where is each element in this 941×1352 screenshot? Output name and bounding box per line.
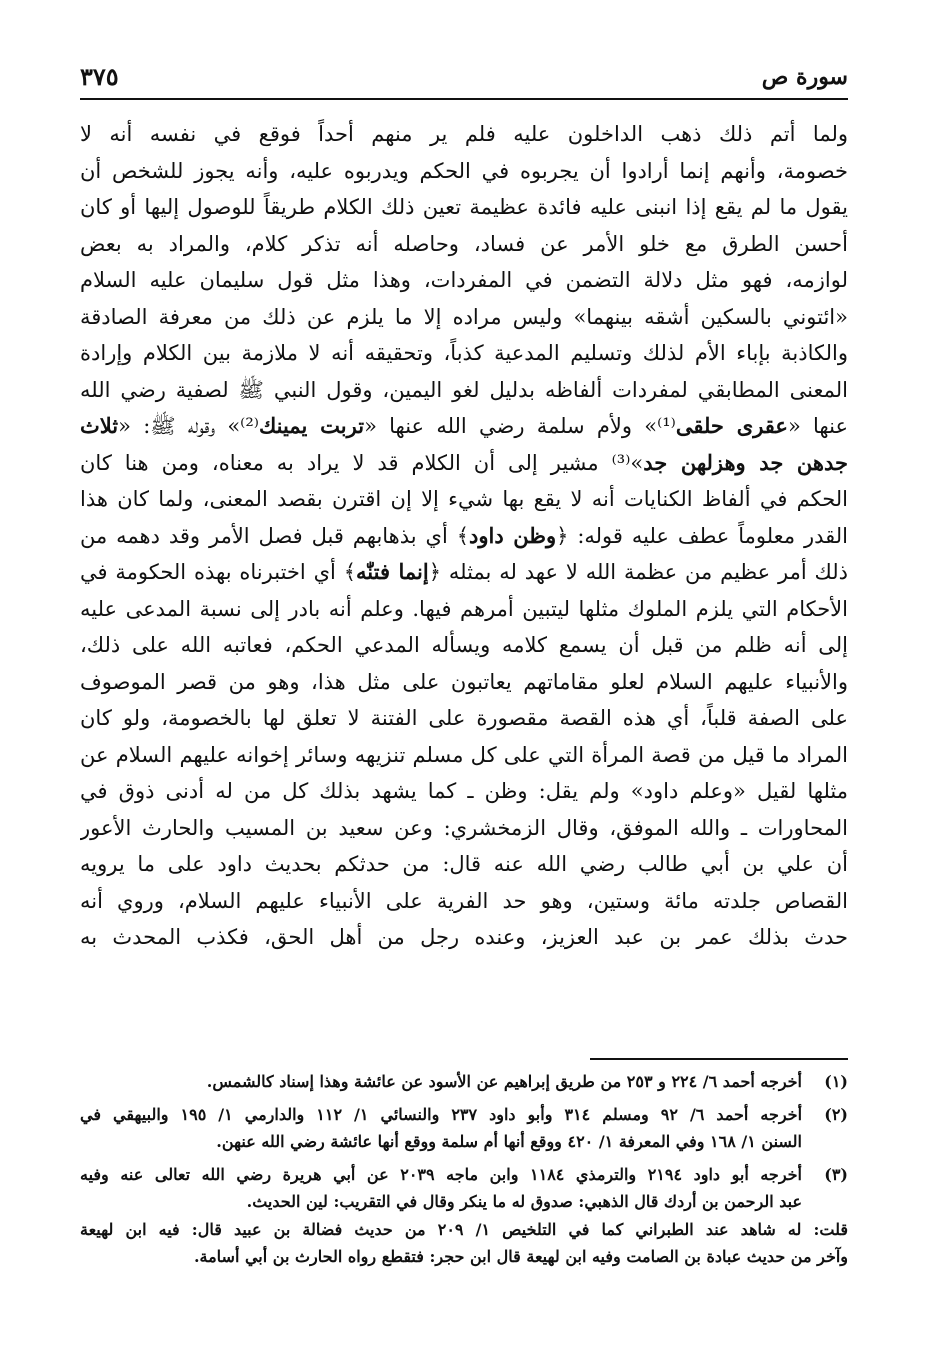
text-line: الحكم في ألفاظ الكنايات أنه لا يقع بها شيء إلا إن اقترن بقصد المعنى، ولما كان هذا <box>80 487 848 511</box>
main-text <box>80 116 848 956</box>
text-line: القصاص جلدته مائة وستين، وهو حد الفرية على الأنبياء عليهم السلام، وروي أنه <box>80 888 848 913</box>
text-line: المعنى المطابقي لمفردات ألفاظه بدليل لغو اليمين، وقول النبي ﷺ لصفية رضي الله <box>80 377 848 402</box>
footnote-1 <box>80 1068 848 1096</box>
footnote-number: (٣) <box>824 1164 848 1184</box>
text-line: أحسن الطرق مع خلو الأمر عن فساد، وحاصله أنه تذكر كلام، والمراد به بعض <box>80 231 848 256</box>
text-segment: ⁽¹⁾» ولأم سلمة رضي الله عنها « <box>364 414 676 438</box>
footnote-number: (١) <box>824 1072 848 1091</box>
hadith-quote: عقرى حلقى <box>675 413 788 438</box>
text-segment: ذلك أمر عظيم من عظمة الله لا عهد له بمثله ﴿ <box>428 560 848 584</box>
text-segment: القدر معلوماً عطف عليه قوله: ﴿ <box>556 523 848 548</box>
footnote-line: أخرجه أحمد ٦/ ٢٢٤ و ٢٥٣ من طريق إبراهيم عن الأسود عن عائشة وهذا إسناد كالشمس. <box>206 1072 802 1091</box>
footnote-line: عبد الرحمن بن أردك قال الذهبي: صدوق له ما ينكر وقال في التقريب: لين الحديث. <box>246 1192 802 1211</box>
text-line: والأنبياء عليهم السلام لعلو مقاماتهم يعاتبون على مثل هذا، وهو من قصر الموصوف <box>80 669 848 694</box>
surah-title: سورة ص <box>761 64 848 90</box>
footnote-line: أخرجه أحمد ٦/ ٩٢ ومسلم ٣١٤ وأبو داود ٢٣٧ والنسائي ١/ ١١٢ والدارمي ١/ ١٩٥ والبيهقي في <box>80 1104 802 1124</box>
text-line: ولما أتم ذلك ذهب الداخلون عليه فلم ير منهم أحداً فوقع في نفسه أنه لا <box>80 122 848 146</box>
footnote-3-note <box>80 1216 848 1271</box>
text-line: خصومة، وأنهم إنما أرادوا أن يجربوه في الحكم ويدربوه عليه، وأنه يجوز للشخص أن <box>80 158 848 183</box>
footnote-3 <box>80 1161 848 1216</box>
quran-quote: إنما فتنّٰه <box>356 559 429 584</box>
text-line: المراد ما قيل من قصة المرأة التي على كل مسلم تنزيهه وسائر إخوانه عليهم السلام عن <box>80 742 848 767</box>
text-line <box>80 408 848 445</box>
text-line: والكاذبة بإباء الأم لذلك وتسليم المدعية كذباً، وتحقيقه أنه لا ملازمة بين الكلام وإرادة <box>80 341 848 365</box>
text-line <box>80 445 848 482</box>
text-segment: »⁽³⁾ مشير إلى أن الكلام قد لا يراد به معناه، ومن هنا كان <box>80 450 644 475</box>
hadith-quote: جدهن جد وهزلهن جد <box>643 449 848 475</box>
text-line <box>80 518 848 555</box>
text-line: المحاورات ـ والله الموفق، وقال الزمخشري: وعن سعيد بن المسيب والحارث الأعور <box>80 815 848 840</box>
text-line: الأحكام التي يلزم الملوك مثلها ليتبين أمرهم فيها. وعلم أنه بادر إلى نسبة المدعى عليه <box>80 596 848 621</box>
text-line: إلى أنه ظلم من قبل أن يسمع كلامه ويسأله المدعي الحكم، فعاتبه الله على ذلك، <box>80 633 848 657</box>
text-line: لوازمه، فهو مثل دلالة التضمن في المفردات، وهذا مثل قول سليمان عليه السلام <box>80 268 848 292</box>
footnotes <box>80 1068 848 1271</box>
footnote-line: قلت: له شاهد عند الطبراني كما في التلخيص ١/ ٢٠٩ من حديث فضالة بن عبيد قال: فيه ابن لهيعة <box>80 1219 848 1239</box>
text-line: أن علي بن أبي طالب رضي الله عنه قال: من حدثكم بحديث داود على ما يرويه <box>80 852 848 876</box>
footnote-line: وآخر من حديث عبادة بن الصامت وفيه ابن لهيعة قال ابن حجر: فتقطع رواه الحارث بن أبي أسامة. <box>193 1247 848 1266</box>
text-segment: ﴾ أي بذهابهم قبل فصل الأمر وقد دهمه من <box>80 523 470 548</box>
text-segment: ⁽²⁾» وقوله ﷺ: « <box>118 414 259 438</box>
footnote-number: (٢) <box>824 1104 848 1124</box>
footnote-line: أخرجه أبو داود ٢١٩٤ والترمذي ١١٨٤ وابن ماجه ٢٠٣٩ عن أبي هريرة رضي الله تعالى عنه وفيه <box>80 1164 802 1184</box>
text-line: على الصفة قلباً، أي هذه القصة مقصورة على الفتنة لا تعلق لها بالخصومة، ولو كان <box>80 706 848 730</box>
page-number: ٣٧٥ <box>80 62 119 91</box>
text-line: حدث بذلك عمر بن عبد العزيز، وعنده رجل من أهل الحق، فكذب المحدث به <box>80 925 848 949</box>
footnote-2 <box>80 1101 848 1156</box>
text-line: مثلها لقيل «وعلم داود» ولم يقل: وظن ـ كما يشهد بذلك كل من له أدنى ذوق في <box>80 779 848 803</box>
hadith-quote: ثلاث <box>80 413 119 438</box>
text-segment: ﴾ أي اختبرناه بهذه الحكومة في <box>80 560 357 584</box>
text-line: «ائتوني بالسكين أشقه بينهما» وليس مراده إلا ما يلزم عن ذلك من معرفة الصادقة <box>80 304 848 329</box>
footnote-line: السنن ١/ ١٦٨ وفي المعرفة ١/ ٤٢٠ ووقع أنها أم سلمة ووقع أنها عائشة رضي الله عنهن. <box>216 1132 802 1151</box>
hadith-quote: تربت يمينك <box>258 413 365 438</box>
text-segment: عنها « <box>787 414 848 438</box>
text-line <box>80 554 848 591</box>
page-header <box>80 58 848 100</box>
quran-quote: وظن داود <box>469 522 557 548</box>
text-line: يقول ما لم يقع إذا انبنى عليه فائدة عظيمة تعين ذلك الكلام طريقاً للوصول إليها أو كان <box>80 195 848 219</box>
footnote-divider <box>590 1058 848 1060</box>
